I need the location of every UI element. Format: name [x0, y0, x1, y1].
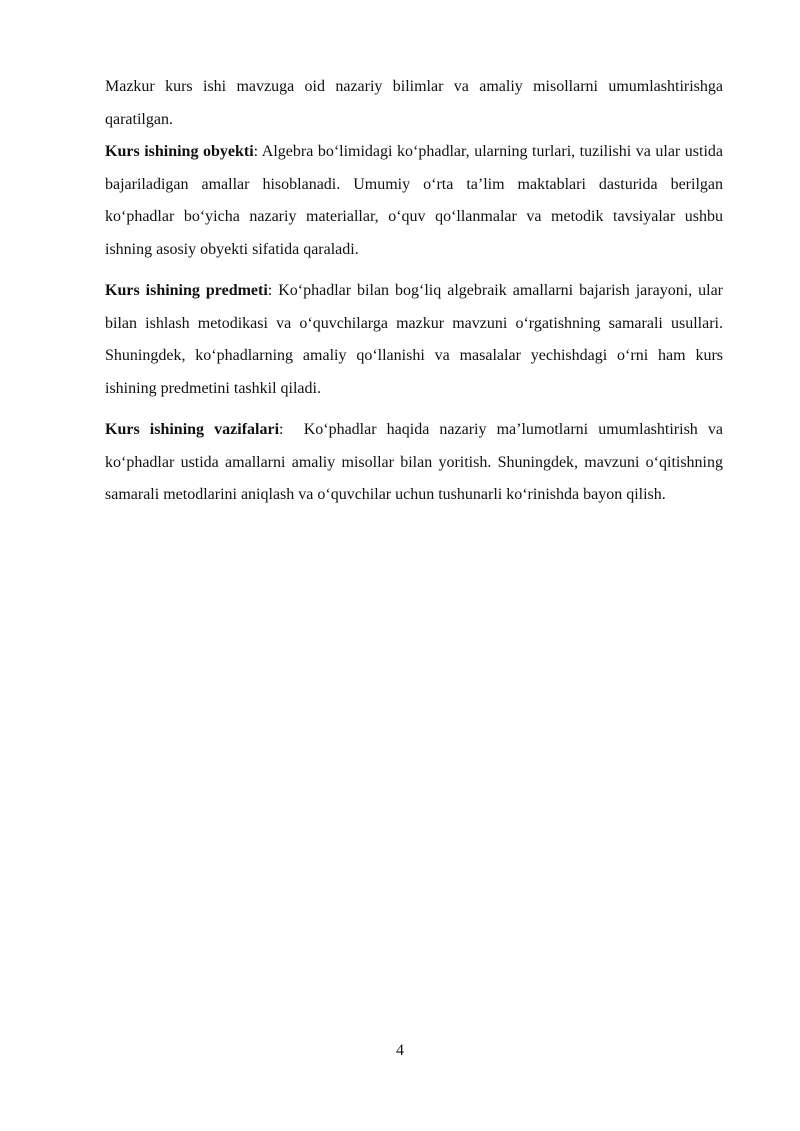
tasks-separator: : [279, 421, 304, 438]
document-body [105, 71, 723, 512]
tasks-label: Kurs ishining vazifalari [105, 421, 280, 438]
object-label: Kurs ishining obyekti [105, 143, 254, 160]
subject-label: Kurs ishining predmeti [105, 282, 268, 299]
object-separator: : [253, 143, 262, 160]
page-number: 4 [396, 1042, 404, 1059]
subject-paragraph [105, 275, 723, 405]
tasks-text: Ko‘phadlar haqida nazariy ma’lumotlarni umumlashtirish va ko‘phadlar ustida amallarni amaliy misollar bilan yoritish. Shuningdek, mavzuni o‘qitishning samarali metodlarini aniqlash va o‘quvchilar uchun tushunarli ko‘rinishda bayon qilish. [105, 421, 723, 503]
subject-separator: : [267, 282, 279, 299]
object-text: Algebra bo‘limidagi ko‘phadlar, ularning turlari, tuzilishi va ular ustida bajariladigan amallar hisoblanadi. Umumiy o‘rta ta’lim maktablari dasturida berilgan ko‘phadlar bo‘yicha nazariy materiallar, o‘quv qo‘llanmalar va metodik tavsiyalar ushbu ishning asosiy obyekti sifatida qaraladi. [105, 143, 724, 258]
object-paragraph [105, 136, 723, 266]
intro-paragraph: Mazkur kurs ishi mavzuga oid nazariy bilimlar va amaliy misollarni umumlashtirishga qaratilgan. [105, 78, 723, 128]
tasks-paragraph [105, 414, 723, 512]
subject-text: Ko‘phadlar bilan bog‘liq algebraik amallarni bajarish jarayoni, ular bilan ishlash metodikasi va o‘quvchilarga mazkur mavzuni o‘rgatishning samarali usullari. Shuningdek, ko‘phadlarning amaliy qo‘llanishi va masalalar yechishdagi o‘rni ham kurs ishining predmetini tashkil qiladi. [105, 282, 723, 397]
